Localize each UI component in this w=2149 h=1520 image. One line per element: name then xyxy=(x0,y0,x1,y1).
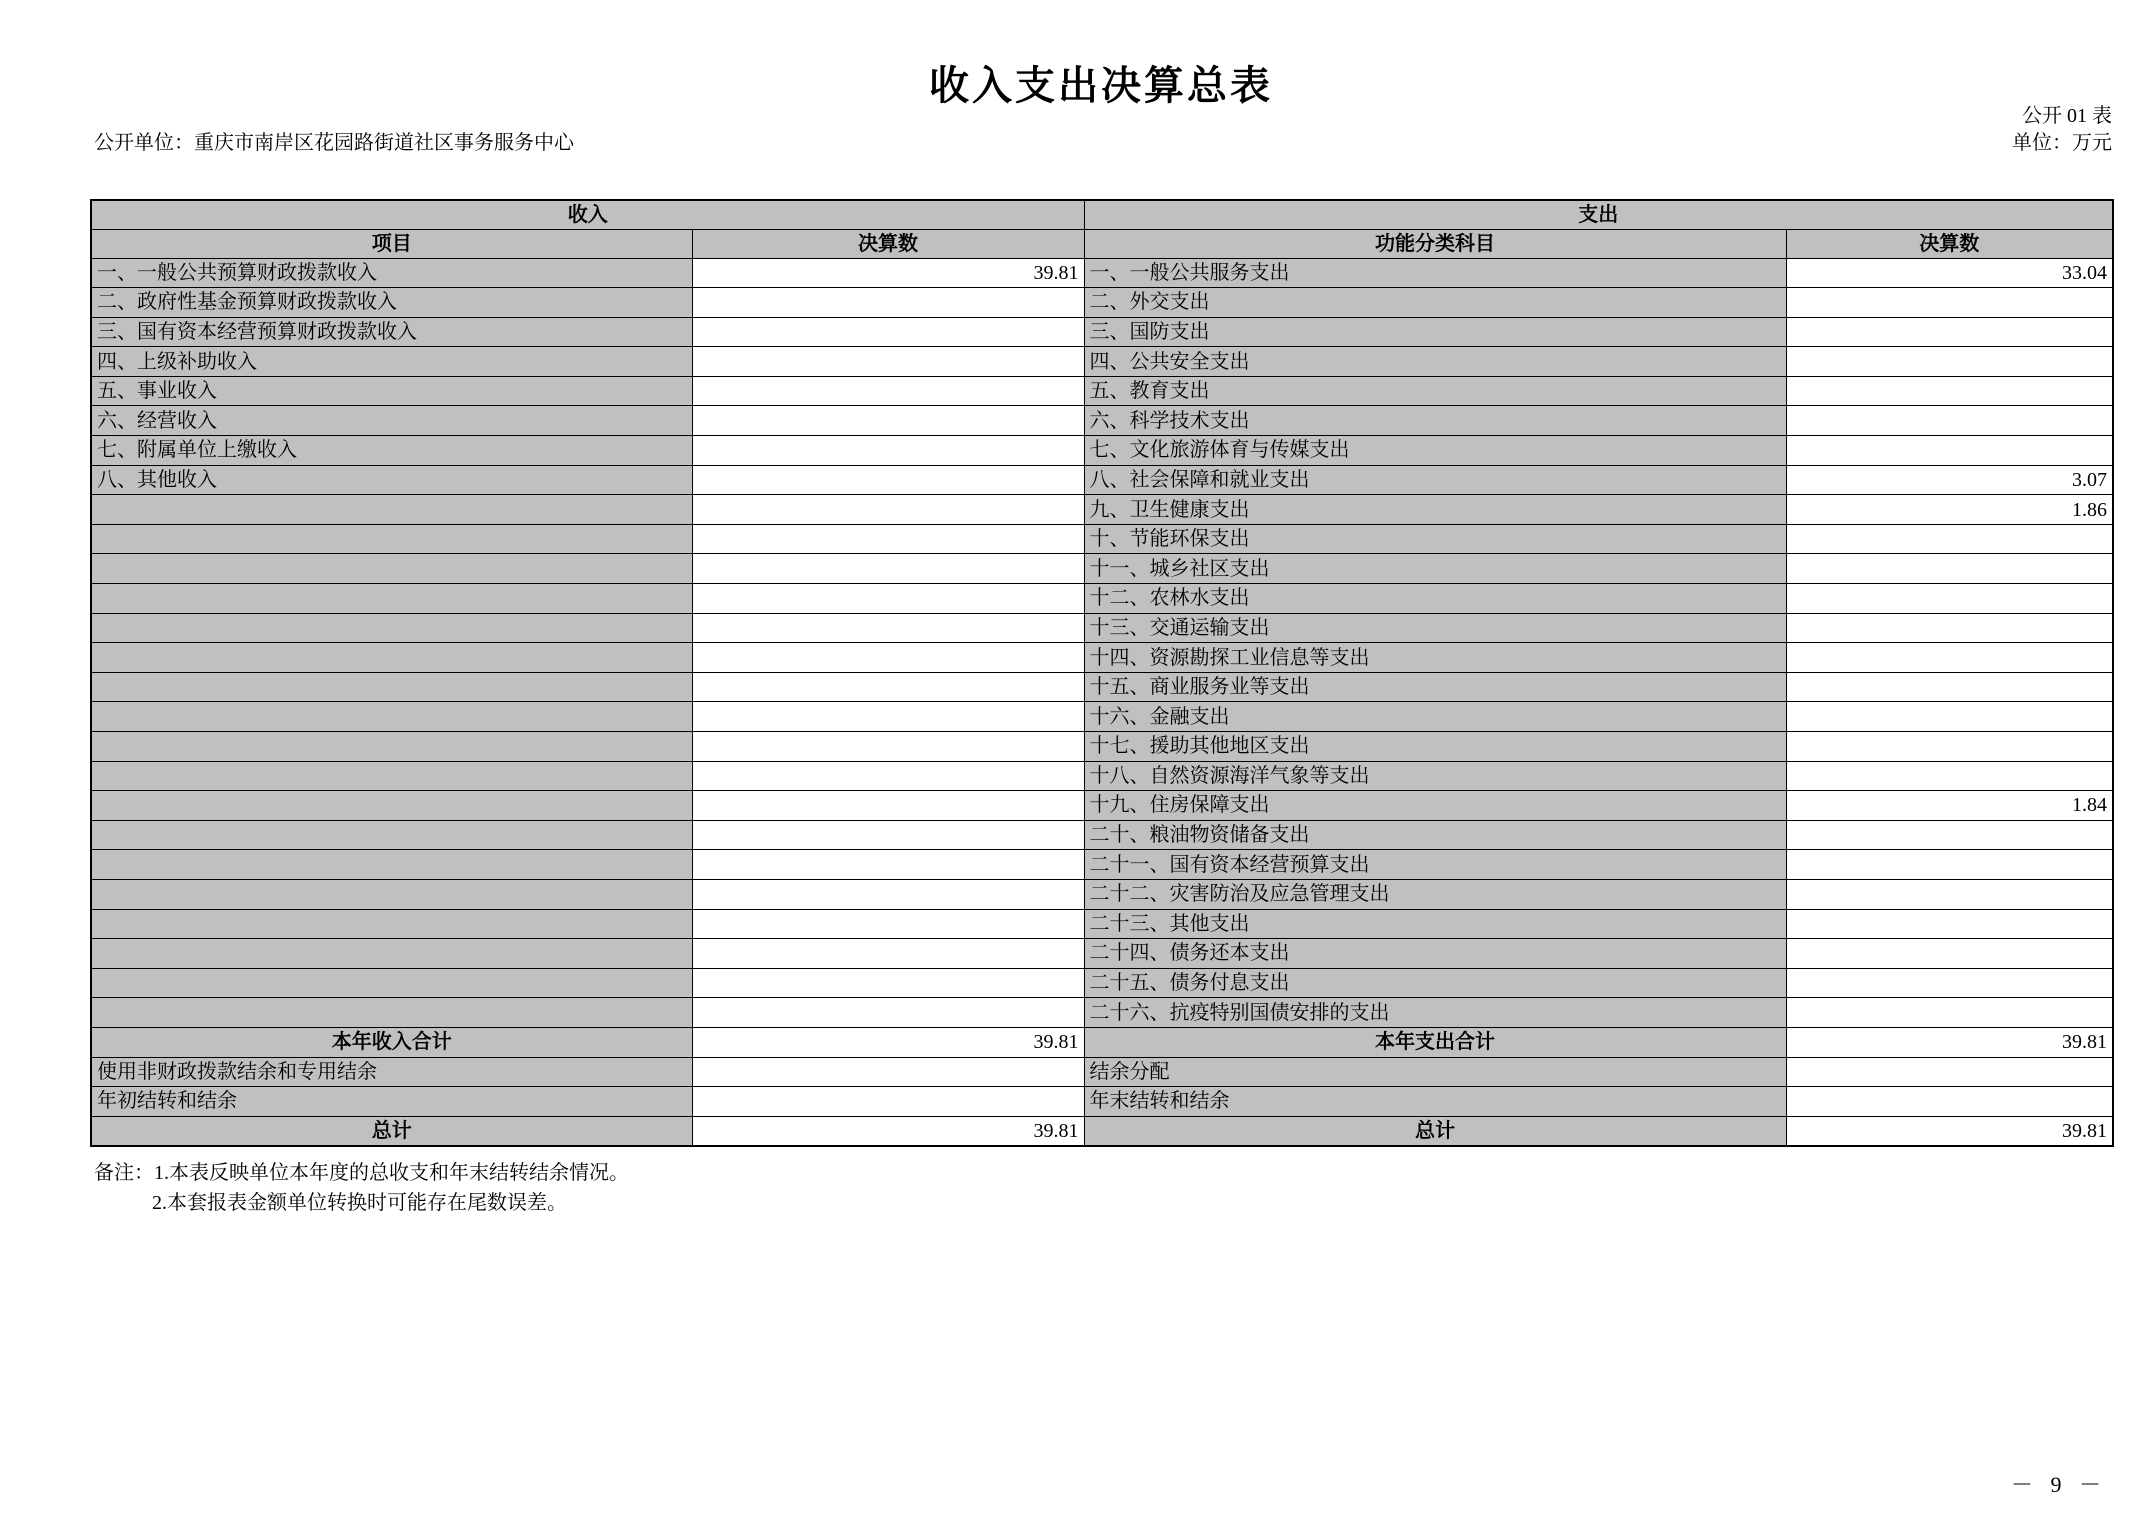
expense-item-cell: 七、文化旅游体育与传媒支出 xyxy=(1084,436,1786,466)
expense-amount-cell xyxy=(1786,406,2113,436)
income-amount-cell xyxy=(692,317,1084,347)
income-item-cell xyxy=(91,584,692,614)
income-amount-cell xyxy=(692,288,1084,318)
income-amount-cell xyxy=(692,1057,1084,1087)
table-row xyxy=(91,968,2113,998)
table-row xyxy=(91,317,2113,347)
income-item-cell xyxy=(91,879,692,909)
income-item-cell: 八、其他收入 xyxy=(91,465,692,495)
income-item-cell xyxy=(91,909,692,939)
income-amount-cell xyxy=(692,347,1084,377)
table-row xyxy=(91,672,2113,702)
publishing-unit: 公开单位：重庆市南岸区花园路街道社区事务服务中心 xyxy=(94,132,574,154)
income-amount-cell xyxy=(692,584,1084,614)
expense-item-cell: 十八、自然资源海洋气象等支出 xyxy=(1084,761,1786,791)
income-item-cell xyxy=(91,998,692,1028)
income-amount-cell xyxy=(692,820,1084,850)
expense-amount-column-header: 决算数 xyxy=(1786,229,2113,258)
expense-item-cell: 十五、商业服务业等支出 xyxy=(1084,672,1786,702)
income-item-cell xyxy=(91,732,692,762)
expense-amount-cell: 39.81 xyxy=(1786,1116,2113,1146)
expense-amount-cell xyxy=(1786,584,2113,614)
expense-amount-cell xyxy=(1786,317,2113,347)
expense-item-cell: 二十、粮油物资储备支出 xyxy=(1084,820,1786,850)
footnote-line: 备注：1.本表反映单位本年度的总收支和年末结转结余情况。 xyxy=(94,1162,629,1184)
table-row xyxy=(91,554,2113,584)
income-amount-column-header: 决算数 xyxy=(692,229,1084,258)
income-amount-cell xyxy=(692,761,1084,791)
page-number: － 9 － xyxy=(2010,1472,2107,1497)
income-item-cell xyxy=(91,850,692,880)
expense-amount-cell xyxy=(1786,702,2113,732)
table-row xyxy=(91,879,2113,909)
expense-amount-cell: 1.86 xyxy=(1786,495,2113,525)
income-item-cell: 使用非财政拨款结余和专用结余 xyxy=(91,1057,692,1087)
income-item-cell xyxy=(91,939,692,969)
income-amount-cell xyxy=(692,613,1084,643)
table-row xyxy=(91,376,2113,406)
expense-item-cell: 九、卫生健康支出 xyxy=(1084,495,1786,525)
income-item-cell: 三、国有资本经营预算财政拨款收入 xyxy=(91,317,692,347)
page-title: 收入支出决算总表 xyxy=(929,63,1273,108)
column-header-row xyxy=(91,229,2113,258)
table-row xyxy=(91,732,2113,762)
table-row xyxy=(91,1057,2113,1087)
expense-item-cell: 十、节能环保支出 xyxy=(1084,524,1786,554)
section-header-row xyxy=(91,200,2113,229)
expense-amount-cell xyxy=(1786,820,2113,850)
income-amount-cell xyxy=(692,998,1084,1028)
unit-of-measure: 单位：万元 xyxy=(2012,132,2112,154)
expense-section-header: 支出 xyxy=(1084,200,2113,229)
expense-item-cell: 二十四、债务还本支出 xyxy=(1084,939,1786,969)
expense-item-cell: 二十五、债务付息支出 xyxy=(1084,968,1786,998)
income-amount-cell xyxy=(692,850,1084,880)
income-item-cell xyxy=(91,761,692,791)
income-item-cell: 年初结转和结余 xyxy=(91,1087,692,1117)
income-item-cell xyxy=(91,554,692,584)
income-amount-cell xyxy=(692,939,1084,969)
expense-amount-cell xyxy=(1786,909,2113,939)
income-item-cell: 七、附属单位上缴收入 xyxy=(91,436,692,466)
table-code: 公开 01 表 xyxy=(2022,105,2112,127)
income-item-cell: 本年收入合计 xyxy=(91,1027,692,1057)
income-amount-cell xyxy=(692,879,1084,909)
expense-amount-cell: 1.84 xyxy=(1786,791,2113,821)
income-amount-cell xyxy=(692,376,1084,406)
expense-amount-cell: 33.04 xyxy=(1786,258,2113,288)
expense-amount-cell xyxy=(1786,554,2113,584)
expense-item-cell: 十四、资源勘探工业信息等支出 xyxy=(1084,643,1786,673)
expense-amount-cell xyxy=(1786,613,2113,643)
expense-item-cell: 总计 xyxy=(1084,1116,1786,1146)
income-item-cell: 六、经营收入 xyxy=(91,406,692,436)
income-amount-cell xyxy=(692,495,1084,525)
income-item-cell: 四、上级补助收入 xyxy=(91,347,692,377)
table-row xyxy=(91,1027,2113,1057)
expense-item-cell: 十三、交通运输支出 xyxy=(1084,613,1786,643)
table-row xyxy=(91,436,2113,466)
income-section-header: 收入 xyxy=(91,200,1084,229)
table-row xyxy=(91,406,2113,436)
income-amount-cell xyxy=(692,436,1084,466)
expense-item-cell: 十七、援助其他地区支出 xyxy=(1084,732,1786,762)
income-amount-cell xyxy=(692,791,1084,821)
income-amount-cell xyxy=(692,524,1084,554)
income-amount-cell xyxy=(692,909,1084,939)
table-row xyxy=(91,288,2113,318)
table-row xyxy=(91,850,2113,880)
expense-item-cell: 三、国防支出 xyxy=(1084,317,1786,347)
income-item-cell xyxy=(91,643,692,673)
expense-amount-cell xyxy=(1786,347,2113,377)
income-item-cell xyxy=(91,820,692,850)
income-item-cell xyxy=(91,672,692,702)
table-row xyxy=(91,613,2113,643)
income-item-cell: 一、一般公共预算财政拨款收入 xyxy=(91,258,692,288)
expense-item-cell: 十六、金融支出 xyxy=(1084,702,1786,732)
expense-amount-cell xyxy=(1786,524,2113,554)
expense-amount-cell xyxy=(1786,376,2113,406)
expense-amount-cell: 3.07 xyxy=(1786,465,2113,495)
table-row xyxy=(91,495,2113,525)
expense-item-cell: 十二、农林水支出 xyxy=(1084,584,1786,614)
expense-amount-cell: 39.81 xyxy=(1786,1027,2113,1057)
expense-item-cell: 本年支出合计 xyxy=(1084,1027,1786,1057)
revenue-expenditure-table xyxy=(90,199,2114,1147)
income-amount-cell xyxy=(692,554,1084,584)
expense-item-cell: 结余分配 xyxy=(1084,1057,1786,1087)
income-item-cell: 总计 xyxy=(91,1116,692,1146)
table-row xyxy=(91,1116,2113,1146)
footnotes xyxy=(94,1158,629,1218)
income-amount-cell xyxy=(692,465,1084,495)
expense-amount-cell xyxy=(1786,288,2113,318)
expense-amount-cell xyxy=(1786,732,2113,762)
expense-item-cell: 二十二、灾害防治及应急管理支出 xyxy=(1084,879,1786,909)
expense-amount-cell xyxy=(1786,672,2113,702)
table-row xyxy=(91,643,2113,673)
expense-item-cell: 六、科学技术支出 xyxy=(1084,406,1786,436)
table-row xyxy=(91,702,2113,732)
income-amount-cell xyxy=(692,732,1084,762)
expense-amount-cell xyxy=(1786,643,2113,673)
income-item-column-header: 项目 xyxy=(91,229,692,258)
income-amount-cell xyxy=(692,643,1084,673)
income-item-cell xyxy=(91,495,692,525)
income-item-cell: 二、政府性基金预算财政拨款收入 xyxy=(91,288,692,318)
income-item-cell xyxy=(91,702,692,732)
expense-item-cell: 一、一般公共服务支出 xyxy=(1084,258,1786,288)
expense-item-cell: 二十六、抗疫特别国债安排的支出 xyxy=(1084,998,1786,1028)
table-row xyxy=(91,791,2113,821)
expense-item-cell: 年末结转和结余 xyxy=(1084,1087,1786,1117)
table-row xyxy=(91,347,2113,377)
expense-item-cell: 八、社会保障和就业支出 xyxy=(1084,465,1786,495)
table-row xyxy=(91,761,2113,791)
income-amount-cell xyxy=(692,1087,1084,1117)
expense-item-cell: 二、外交支出 xyxy=(1084,288,1786,318)
table-row xyxy=(91,998,2113,1028)
income-amount-cell xyxy=(692,968,1084,998)
income-amount-cell xyxy=(692,406,1084,436)
expense-item-column-header: 功能分类科目 xyxy=(1084,229,1786,258)
expense-amount-cell xyxy=(1786,436,2113,466)
expense-amount-cell xyxy=(1786,968,2113,998)
expense-amount-cell xyxy=(1786,1087,2113,1117)
income-amount-cell xyxy=(692,702,1084,732)
income-amount-cell: 39.81 xyxy=(692,1027,1084,1057)
expense-amount-cell xyxy=(1786,1057,2113,1087)
table-row xyxy=(91,524,2113,554)
expense-amount-cell xyxy=(1786,879,2113,909)
income-item-cell xyxy=(91,524,692,554)
expense-item-cell: 十一、城乡社区支出 xyxy=(1084,554,1786,584)
expense-item-cell: 五、教育支出 xyxy=(1084,376,1786,406)
income-item-cell xyxy=(91,791,692,821)
expense-amount-cell xyxy=(1786,939,2113,969)
table-row xyxy=(91,909,2113,939)
income-amount-cell xyxy=(692,672,1084,702)
income-item-cell xyxy=(91,968,692,998)
income-amount-cell: 39.81 xyxy=(692,258,1084,288)
expense-amount-cell xyxy=(1786,998,2113,1028)
table-row xyxy=(91,258,2113,288)
table-row xyxy=(91,584,2113,614)
expense-item-cell: 二十一、国有资本经营预算支出 xyxy=(1084,850,1786,880)
expense-amount-cell xyxy=(1786,850,2113,880)
income-item-cell xyxy=(91,613,692,643)
footnote-line: 2.本套报表金额单位转换时可能存在尾数误差。 xyxy=(152,1192,567,1214)
expense-item-cell: 四、公共安全支出 xyxy=(1084,347,1786,377)
expense-item-cell: 十九、住房保障支出 xyxy=(1084,791,1786,821)
table-row xyxy=(91,820,2113,850)
expense-item-cell: 二十三、其他支出 xyxy=(1084,909,1786,939)
table-row xyxy=(91,465,2113,495)
income-amount-cell: 39.81 xyxy=(692,1116,1084,1146)
table-row xyxy=(91,939,2113,969)
income-item-cell: 五、事业收入 xyxy=(91,376,692,406)
expense-amount-cell xyxy=(1786,761,2113,791)
table-row xyxy=(91,1087,2113,1117)
